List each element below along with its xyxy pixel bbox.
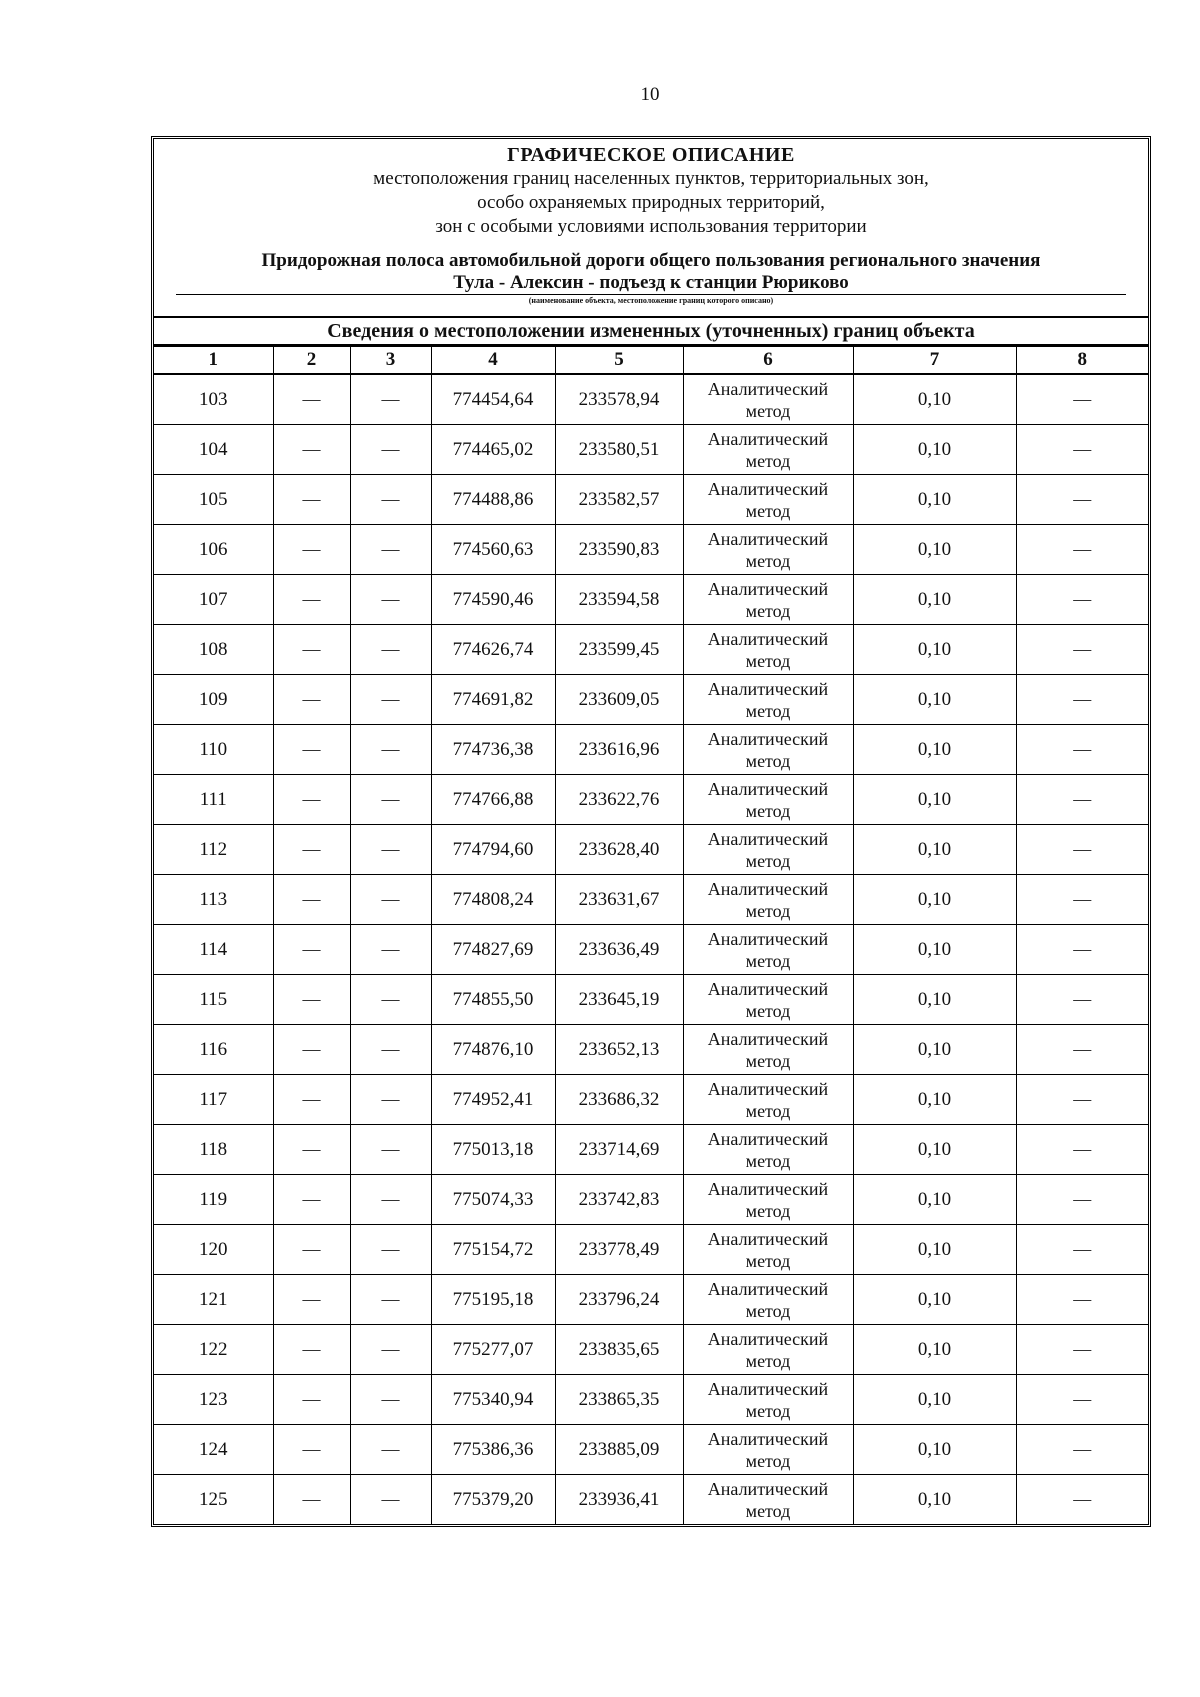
table-cell-col-3: — bbox=[350, 875, 431, 925]
table-cell-col-6: Аналитический метод bbox=[683, 1275, 853, 1325]
table-cell-col-4: 774952,41 bbox=[431, 1075, 555, 1125]
table-cell-col-5: 233742,83 bbox=[555, 1175, 683, 1225]
table-cell-col-4: 775340,94 bbox=[431, 1375, 555, 1425]
table-cell-col-1: 107 bbox=[154, 575, 273, 625]
table-cell-col-5: 233686,32 bbox=[555, 1075, 683, 1125]
coordinates-table bbox=[154, 346, 1148, 1524]
table-cell-col-2: — bbox=[273, 1075, 350, 1125]
table-cell-col-8: — bbox=[1016, 825, 1148, 875]
table-cell-col-6: Аналитический метод bbox=[683, 625, 853, 675]
table-cell-col-7: 0,10 bbox=[853, 1075, 1016, 1125]
table-cell-col-5: 233778,49 bbox=[555, 1225, 683, 1275]
page-number: 10 bbox=[640, 84, 660, 105]
table-cell-col-8: — bbox=[1016, 1425, 1148, 1475]
table-cell-col-6: Аналитический метод bbox=[683, 1325, 853, 1375]
table-cell-col-3: — bbox=[350, 625, 431, 675]
table-row bbox=[154, 1225, 1148, 1275]
table-cell-col-7: 0,10 bbox=[853, 925, 1016, 975]
table-cell-col-8: — bbox=[1016, 975, 1148, 1025]
table-cell-col-8: — bbox=[1016, 1275, 1148, 1325]
table-cell-col-6: Аналитический метод bbox=[683, 1225, 853, 1275]
table-cell-col-6: Аналитический метод bbox=[683, 1475, 853, 1525]
table-cell-col-8: — bbox=[1016, 1125, 1148, 1175]
table-cell-col-4: 775277,07 bbox=[431, 1325, 555, 1375]
table-cell-col-5: 233645,19 bbox=[555, 975, 683, 1025]
table-cell-col-1: 103 bbox=[154, 374, 273, 425]
table-row bbox=[154, 775, 1148, 825]
table-cell-col-8: — bbox=[1016, 1025, 1148, 1075]
table-cell-col-2: — bbox=[273, 1375, 350, 1425]
table-cell-col-3: — bbox=[350, 1375, 431, 1425]
table-cell-col-5: 233582,57 bbox=[555, 475, 683, 525]
table-cell-col-8: — bbox=[1016, 725, 1148, 775]
table-cell-col-4: 774736,38 bbox=[431, 725, 555, 775]
table-row bbox=[154, 825, 1148, 875]
table-cell-col-4: 775195,18 bbox=[431, 1275, 555, 1325]
table-cell-col-6: Аналитический метод bbox=[683, 1075, 853, 1125]
table-cell-col-4: 775154,72 bbox=[431, 1225, 555, 1275]
table-cell-col-2: — bbox=[273, 425, 350, 475]
subtitle-line-2: особо охраняемых природных территорий, bbox=[477, 192, 825, 213]
table-row bbox=[154, 1125, 1148, 1175]
table-cell-col-8: — bbox=[1016, 1325, 1148, 1375]
table-cell-col-5: 233628,40 bbox=[555, 825, 683, 875]
table-cell-col-5: 233616,96 bbox=[555, 725, 683, 775]
table-cell-col-3: — bbox=[350, 1475, 431, 1525]
table-cell-col-6: Аналитический метод bbox=[683, 675, 853, 725]
section-title: Сведения о местоположении измененных (уточненных) границ объекта bbox=[154, 318, 1148, 346]
object-name-line-1: Придорожная полоса автомобильной дороги общего пользования регионального значения bbox=[261, 250, 1041, 271]
table-cell-col-1: 119 bbox=[154, 1175, 273, 1225]
table-cell-col-1: 125 bbox=[154, 1475, 273, 1525]
column-header-5: 5 bbox=[555, 347, 683, 375]
table-row bbox=[154, 925, 1148, 975]
table-cell-col-6: Аналитический метод bbox=[683, 1375, 853, 1425]
table-cell-col-5: 233936,41 bbox=[555, 1475, 683, 1525]
graphic-description-frame bbox=[151, 136, 1151, 1527]
table-cell-col-6: Аналитический метод bbox=[683, 725, 853, 775]
table-row bbox=[154, 575, 1148, 625]
table-cell-col-1: 121 bbox=[154, 1275, 273, 1325]
table-cell-col-7: 0,10 bbox=[853, 1375, 1016, 1425]
table-cell-col-1: 118 bbox=[154, 1125, 273, 1175]
table-cell-col-1: 120 bbox=[154, 1225, 273, 1275]
table-cell-col-4: 774691,82 bbox=[431, 675, 555, 725]
table-cell-col-6: Аналитический метод bbox=[683, 374, 853, 425]
table-cell-col-6: Аналитический метод bbox=[683, 775, 853, 825]
table-cell-col-2: — bbox=[273, 374, 350, 425]
table-cell-col-3: — bbox=[350, 575, 431, 625]
document-title: ГРАФИЧЕСКОЕ ОПИСАНИЕ bbox=[507, 144, 795, 166]
table-cell-col-7: 0,10 bbox=[853, 875, 1016, 925]
table-cell-col-2: — bbox=[273, 875, 350, 925]
table-cell-col-5: 233835,65 bbox=[555, 1325, 683, 1375]
table-cell-col-6: Аналитический метод bbox=[683, 1125, 853, 1175]
table-cell-col-8: — bbox=[1016, 1175, 1148, 1225]
table-cell-col-2: — bbox=[273, 1325, 350, 1375]
table-cell-col-2: — bbox=[273, 775, 350, 825]
table-cell-col-4: 775386,36 bbox=[431, 1425, 555, 1475]
table-cell-col-1: 110 bbox=[154, 725, 273, 775]
column-header-7: 7 bbox=[853, 347, 1016, 375]
table-cell-col-3: — bbox=[350, 1275, 431, 1325]
table-row bbox=[154, 1325, 1148, 1375]
column-header-2: 2 bbox=[273, 347, 350, 375]
table-cell-col-3: — bbox=[350, 775, 431, 825]
table-cell-col-5: 233885,09 bbox=[555, 1425, 683, 1475]
table-row bbox=[154, 475, 1148, 525]
table-cell-col-6: Аналитический метод bbox=[683, 975, 853, 1025]
table-cell-col-8: — bbox=[1016, 525, 1148, 575]
table-cell-col-1: 106 bbox=[154, 525, 273, 575]
table-cell-col-6: Аналитический метод bbox=[683, 475, 853, 525]
table-cell-col-3: — bbox=[350, 1175, 431, 1225]
table-cell-col-7: 0,10 bbox=[853, 675, 1016, 725]
table-row bbox=[154, 1075, 1148, 1125]
table-cell-col-1: 123 bbox=[154, 1375, 273, 1425]
table-cell-col-7: 0,10 bbox=[853, 725, 1016, 775]
table-cell-col-4: 774794,60 bbox=[431, 825, 555, 875]
table-cell-col-6: Аналитический метод bbox=[683, 1175, 853, 1225]
table-cell-col-6: Аналитический метод bbox=[683, 425, 853, 475]
table-cell-col-7: 0,10 bbox=[853, 1225, 1016, 1275]
table-cell-col-5: 233652,13 bbox=[555, 1025, 683, 1075]
column-header-3: 3 bbox=[350, 347, 431, 375]
table-cell-col-2: — bbox=[273, 525, 350, 575]
table-cell-col-2: — bbox=[273, 1125, 350, 1175]
table-cell-col-5: 233865,35 bbox=[555, 1375, 683, 1425]
subtitle-line-3: зон с особыми условиями использования территории bbox=[435, 216, 867, 237]
table-cell-col-4: 775013,18 bbox=[431, 1125, 555, 1175]
table-row bbox=[154, 675, 1148, 725]
table-cell-col-3: — bbox=[350, 1125, 431, 1175]
document-header bbox=[154, 139, 1148, 318]
table-cell-col-2: — bbox=[273, 825, 350, 875]
table-cell-col-6: Аналитический метод bbox=[683, 925, 853, 975]
table-cell-col-4: 774465,02 bbox=[431, 425, 555, 475]
table-cell-col-2: — bbox=[273, 1025, 350, 1075]
table-cell-col-4: 774827,69 bbox=[431, 925, 555, 975]
table-cell-col-2: — bbox=[273, 625, 350, 675]
table-cell-col-8: — bbox=[1016, 575, 1148, 625]
table-cell-col-1: 104 bbox=[154, 425, 273, 475]
table-row bbox=[154, 725, 1148, 775]
table-cell-col-1: 109 bbox=[154, 675, 273, 725]
table-cell-col-8: — bbox=[1016, 1225, 1148, 1275]
table-cell-col-2: — bbox=[273, 575, 350, 625]
table-cell-col-3: — bbox=[350, 1425, 431, 1475]
table-cell-col-5: 233796,24 bbox=[555, 1275, 683, 1325]
table-cell-col-7: 0,10 bbox=[853, 525, 1016, 575]
table-cell-col-4: 774590,46 bbox=[431, 575, 555, 625]
table-row bbox=[154, 1275, 1148, 1325]
table-cell-col-4: 774454,64 bbox=[431, 374, 555, 425]
table-cell-col-3: — bbox=[350, 825, 431, 875]
table-cell-col-5: 233599,45 bbox=[555, 625, 683, 675]
table-cell-col-3: — bbox=[350, 1225, 431, 1275]
table-cell-col-6: Аналитический метод bbox=[683, 825, 853, 875]
table-row bbox=[154, 1475, 1148, 1525]
table-cell-col-7: 0,10 bbox=[853, 1025, 1016, 1075]
table-cell-col-6: Аналитический метод bbox=[683, 575, 853, 625]
table-row bbox=[154, 875, 1148, 925]
table-cell-col-7: 0,10 bbox=[853, 575, 1016, 625]
table-cell-col-4: 775074,33 bbox=[431, 1175, 555, 1225]
table-cell-col-5: 233594,58 bbox=[555, 575, 683, 625]
table-row bbox=[154, 425, 1148, 475]
table-cell-col-7: 0,10 bbox=[853, 425, 1016, 475]
table-cell-col-7: 0,10 bbox=[853, 625, 1016, 675]
table-cell-col-3: — bbox=[350, 925, 431, 975]
table-cell-col-4: 774808,24 bbox=[431, 875, 555, 925]
table-header-row bbox=[154, 347, 1148, 375]
table-cell-col-3: — bbox=[350, 425, 431, 475]
table-cell-col-1: 122 bbox=[154, 1325, 273, 1375]
table-cell-col-3: — bbox=[350, 475, 431, 525]
table-cell-col-3: — bbox=[350, 525, 431, 575]
table-cell-col-1: 115 bbox=[154, 975, 273, 1025]
table-row bbox=[154, 525, 1148, 575]
table-cell-col-5: 233578,94 bbox=[555, 374, 683, 425]
table-cell-col-7: 0,10 bbox=[853, 1325, 1016, 1375]
table-cell-col-1: 111 bbox=[154, 775, 273, 825]
table-row bbox=[154, 1375, 1148, 1425]
column-header-4: 4 bbox=[431, 347, 555, 375]
table-cell-col-3: — bbox=[350, 1075, 431, 1125]
table-cell-col-7: 0,10 bbox=[853, 374, 1016, 425]
table-cell-col-4: 774876,10 bbox=[431, 1025, 555, 1075]
table-cell-col-1: 112 bbox=[154, 825, 273, 875]
table-cell-col-2: — bbox=[273, 675, 350, 725]
table-cell-col-4: 774766,88 bbox=[431, 775, 555, 825]
table-cell-col-5: 233609,05 bbox=[555, 675, 683, 725]
table-cell-col-7: 0,10 bbox=[853, 1425, 1016, 1475]
table-cell-col-8: — bbox=[1016, 925, 1148, 975]
table-cell-col-7: 0,10 bbox=[853, 1125, 1016, 1175]
column-header-8: 8 bbox=[1016, 347, 1148, 375]
table-cell-col-2: — bbox=[273, 475, 350, 525]
table-cell-col-1: 117 bbox=[154, 1075, 273, 1125]
table-cell-col-1: 116 bbox=[154, 1025, 273, 1075]
table-cell-col-5: 233580,51 bbox=[555, 425, 683, 475]
table-cell-col-2: — bbox=[273, 1475, 350, 1525]
table-row bbox=[154, 625, 1148, 675]
table-cell-col-8: — bbox=[1016, 1075, 1148, 1125]
table-cell-col-3: — bbox=[350, 975, 431, 1025]
object-caption: (наименование объекта, местоположение границ которого описано) bbox=[528, 296, 774, 305]
table-cell-col-5: 233590,83 bbox=[555, 525, 683, 575]
table-cell-col-3: — bbox=[350, 675, 431, 725]
object-name-line-2: Тула - Алексин - подъезд к станции Рюриково bbox=[453, 272, 849, 293]
table-cell-col-8: — bbox=[1016, 875, 1148, 925]
table-row bbox=[154, 1175, 1148, 1225]
table-cell-col-2: — bbox=[273, 975, 350, 1025]
subtitle-line-1: местоположения границ населенных пунктов, территориальных зон, bbox=[373, 168, 929, 189]
table-row bbox=[154, 374, 1148, 425]
table-cell-col-5: 233714,69 bbox=[555, 1125, 683, 1175]
table-cell-col-3: — bbox=[350, 374, 431, 425]
table-row bbox=[154, 1425, 1148, 1475]
table-cell-col-7: 0,10 bbox=[853, 475, 1016, 525]
table-cell-col-5: 233636,49 bbox=[555, 925, 683, 975]
table-cell-col-3: — bbox=[350, 1025, 431, 1075]
table-cell-col-8: — bbox=[1016, 775, 1148, 825]
table-cell-col-1: 124 bbox=[154, 1425, 273, 1475]
table-cell-col-8: — bbox=[1016, 625, 1148, 675]
table-cell-col-7: 0,10 bbox=[853, 775, 1016, 825]
table-body bbox=[154, 374, 1148, 1524]
table-cell-col-6: Аналитический метод bbox=[683, 1425, 853, 1475]
table-cell-col-2: — bbox=[273, 1425, 350, 1475]
table-cell-col-2: — bbox=[273, 725, 350, 775]
table-cell-col-8: — bbox=[1016, 425, 1148, 475]
table-cell-col-3: — bbox=[350, 725, 431, 775]
table-cell-col-5: 233622,76 bbox=[555, 775, 683, 825]
table-cell-col-6: Аналитический метод bbox=[683, 525, 853, 575]
table-cell-col-2: — bbox=[273, 925, 350, 975]
table-cell-col-7: 0,10 bbox=[853, 1175, 1016, 1225]
table-cell-col-7: 0,10 bbox=[853, 1275, 1016, 1325]
table-cell-col-4: 774560,63 bbox=[431, 525, 555, 575]
table-cell-col-1: 113 bbox=[154, 875, 273, 925]
table-row bbox=[154, 1025, 1148, 1075]
table-cell-col-1: 105 bbox=[154, 475, 273, 525]
table-cell-col-2: — bbox=[273, 1175, 350, 1225]
table-cell-col-5: 233631,67 bbox=[555, 875, 683, 925]
table-cell-col-8: — bbox=[1016, 475, 1148, 525]
table-cell-col-1: 114 bbox=[154, 925, 273, 975]
column-header-1: 1 bbox=[154, 347, 273, 375]
table-cell-col-4: 774488,86 bbox=[431, 475, 555, 525]
table-cell-col-7: 0,10 bbox=[853, 975, 1016, 1025]
table-cell-col-7: 0,10 bbox=[853, 825, 1016, 875]
table-cell-col-1: 108 bbox=[154, 625, 273, 675]
table-cell-col-2: — bbox=[273, 1275, 350, 1325]
table-cell-col-8: — bbox=[1016, 374, 1148, 425]
table-cell-col-4: 775379,20 bbox=[431, 1475, 555, 1525]
column-header-6: 6 bbox=[683, 347, 853, 375]
table-cell-col-4: 774626,74 bbox=[431, 625, 555, 675]
table-cell-col-6: Аналитический метод bbox=[683, 875, 853, 925]
table-cell-col-7: 0,10 bbox=[853, 1475, 1016, 1525]
table-cell-col-2: — bbox=[273, 1225, 350, 1275]
table-cell-col-3: — bbox=[350, 1325, 431, 1375]
table-cell-col-4: 774855,50 bbox=[431, 975, 555, 1025]
table-cell-col-8: — bbox=[1016, 675, 1148, 725]
table-cell-col-8: — bbox=[1016, 1475, 1148, 1525]
table-row bbox=[154, 975, 1148, 1025]
table-cell-col-8: — bbox=[1016, 1375, 1148, 1425]
table-cell-col-6: Аналитический метод bbox=[683, 1025, 853, 1075]
